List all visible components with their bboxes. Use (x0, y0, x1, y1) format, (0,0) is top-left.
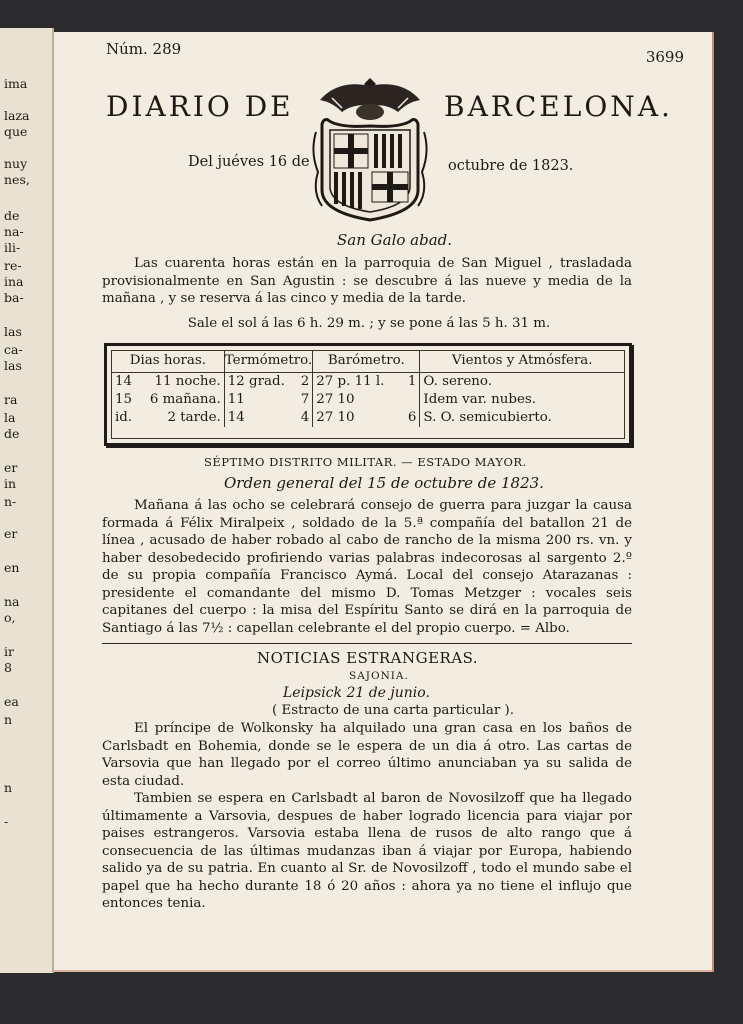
weather-wind (420, 409, 624, 427)
news-paragraph-1: El príncipe de Wolkonsky ha alquilado una gran casa en los baños de Carlsbadt en Bohemia, donde se le espera de un dia á otro. Las cartas de Varsovia que han llegado por el correo último anunciaban ya su salida de esta ciudad. (102, 721, 632, 789)
left-page-fragment: la (4, 410, 16, 425)
weather-rows (112, 373, 624, 428)
issue-number: Núm. 289 (106, 40, 182, 58)
page-number: 3699 (645, 48, 684, 66)
weather-table (104, 343, 632, 446)
weather-thermometer-thermo_frac: 4 (300, 410, 310, 425)
military-heading: SÉPTIMO DISTRITO MILITAR. — ESTADO MAYOR. (204, 455, 527, 469)
left-page-fragment: ir (4, 644, 14, 659)
left-page-fragment: er (4, 526, 18, 541)
weather-day-time-day: 15 (115, 392, 133, 407)
order-title: Orden general del 15 de octubre de 1823. (224, 474, 544, 492)
left-page-fragment: 8 (4, 660, 12, 675)
weather-wind (420, 373, 624, 392)
weather-day-time-time: 6 mañana. (149, 392, 221, 407)
news-region: SAJONIA. (349, 670, 409, 682)
weather-barometer-baro: 27 10 (316, 410, 355, 425)
weather-thermometer-thermo_frac: 2 (300, 374, 310, 389)
left-page-fragment: n- (4, 494, 17, 509)
weather-barometer (313, 391, 420, 409)
weather-day-time-day: id. (115, 410, 133, 425)
news-paragraph-2: Tambien se espera en Carlsbadt al baron de Novosilzoff que ha llegado últimamente a Varsovia, despues de haber logrado licencia para viajar por paises estrangeros. Varsovia estaba llena de rusos de alto rango que á consecuencia de las últimas mudanzas iban á viajar por Europa, habiendo salido ya de su patria. En cuanto al Sr. de Novosilzoff , todo el mundo sabe el papel que ha hecho durante 18 ó 20 años : ahora ya no tiene el influjo que entonces tenia. (102, 791, 632, 911)
left-page-fragment: de (4, 426, 20, 441)
left-page-fragment: de (4, 208, 20, 223)
left-page-fragment: er (4, 460, 18, 475)
date-right: octubre de 1823. (448, 158, 574, 174)
paragraph-cuarenta-horas: Las cuarenta horas están en la parroquia de San Miguel , trasladada provisionalmente en San Agustin : se descubre á las nueve y media de la mañana , y se reserva á las cinco y media de la tarde. (102, 256, 632, 306)
news-extract-note: ( Estracto de una carta particular ). (272, 703, 514, 718)
left-page-fragment: in (4, 476, 17, 491)
left-page-fragment: n (4, 712, 13, 727)
left-page-fragment: laza (4, 108, 30, 123)
sunrise-sunset: Sale el sol á las 6 h. 29 m. ; y se pone á las 5 h. 31 m. (187, 316, 551, 331)
weather-barometer-baro: 27 10 (316, 392, 355, 407)
weather-barometer (313, 409, 420, 427)
weather-thermometer-thermo: 12 grad. (227, 374, 285, 389)
weather-barometer-baro_frac: 1 (407, 374, 417, 389)
left-page-fragment: las (4, 324, 22, 339)
weather-row (112, 373, 624, 392)
weather-thermometer (224, 409, 312, 427)
weather-header-barometer: Barómetro. (313, 351, 420, 373)
weather-wind-wind: Idem var. nubes. (423, 392, 537, 407)
left-page-fragment: nes, (4, 172, 30, 187)
news-heading: NOTICIAS ESTRANGERAS. (257, 649, 479, 667)
left-page-fragment: n (4, 780, 13, 795)
left-page-fragment: en (4, 560, 20, 575)
left-page-fragment: o, (4, 610, 16, 625)
masthead-left: DIARIO DE (106, 90, 294, 123)
weather-wind-wind: O. sereno. (423, 374, 492, 389)
left-page-fragment: ina (4, 274, 24, 289)
weather-day-time (112, 373, 224, 392)
weather-header-days: Dias horas. (112, 351, 224, 373)
weather-header-thermometer: Termómetro. (224, 351, 312, 373)
weather-thermometer-thermo_frac: 7 (300, 392, 310, 407)
weather-day-time-time: 11 noche. (154, 374, 221, 389)
weather-day-time-day: 14 (115, 374, 133, 389)
weather-thermometer-thermo: 11 (227, 392, 245, 407)
left-page-fragment: ili- (4, 240, 21, 255)
weather-wind (420, 391, 624, 409)
weather-barometer-baro_frac: 6 (407, 410, 417, 425)
weather-thermometer-thermo: 14 (227, 410, 245, 425)
left-page-fragment: na- (4, 224, 24, 239)
weather-row (112, 409, 624, 427)
weather-day-time-time: 2 tarde. (167, 410, 221, 425)
weather-row (112, 391, 624, 409)
left-facing-page (0, 28, 54, 973)
weather-wind-wind: S. O. semicubierto. (423, 410, 552, 425)
weather-day-time (112, 409, 224, 427)
weather-barometer-baro: 27 p. 11 l. (316, 374, 385, 389)
date-left: Del juéves 16 de (188, 154, 310, 170)
left-page-fragment: - (4, 814, 9, 829)
left-page-fragment: nuy (4, 156, 28, 171)
military-order-text: Mañana á las ocho se celebrará consejo de guerra para juzgar la causa formada á Félix Miralpeix , soldado de la 5.ª compañía del batallon 21 de línea , acusado de haber robado al cabo de rancho de la misma 200 rs. vn. y haber desobedecido profiriendo varias palabras indecorosas al sargento 2.º de su propia compañía Francisco Aymá. Local del consejo Atarazanas : presidente el comandante del mismo D. Tomas Metzger : vocales seis capitanes del cuerpo : la misa del Espíritu Santo se dirá en la parroquia de Santiago á las 7½ : capellan celebrante el del propio cuerpo. = Albo. (102, 498, 632, 636)
left-page-fragment: ba- (4, 290, 24, 305)
weather-header-winds: Vientos y Atmósfera. (420, 351, 624, 373)
coat-of-arms-icon (312, 72, 428, 224)
left-page-fragment: ima (4, 76, 28, 91)
left-page-fragment: que (4, 124, 28, 139)
saint-of-day: San Galo abad. (337, 231, 453, 249)
left-page-fragment: ra (4, 392, 18, 407)
weather-day-time (112, 391, 224, 409)
newspaper-page (54, 32, 714, 972)
left-page-fragment: na (4, 594, 20, 609)
left-page-fragment: re- (4, 258, 22, 273)
weather-thermometer (224, 373, 312, 392)
news-dateline: Leipsick 21 de junio. (283, 685, 430, 701)
left-page-fragment: ca- (4, 342, 23, 357)
masthead-right: BARCELONA. (444, 90, 673, 123)
weather-barometer (313, 373, 420, 392)
section-divider (102, 643, 632, 644)
left-page-fragment: ea (4, 694, 19, 709)
left-page-fragment: las (4, 358, 22, 373)
weather-thermometer (224, 391, 312, 409)
